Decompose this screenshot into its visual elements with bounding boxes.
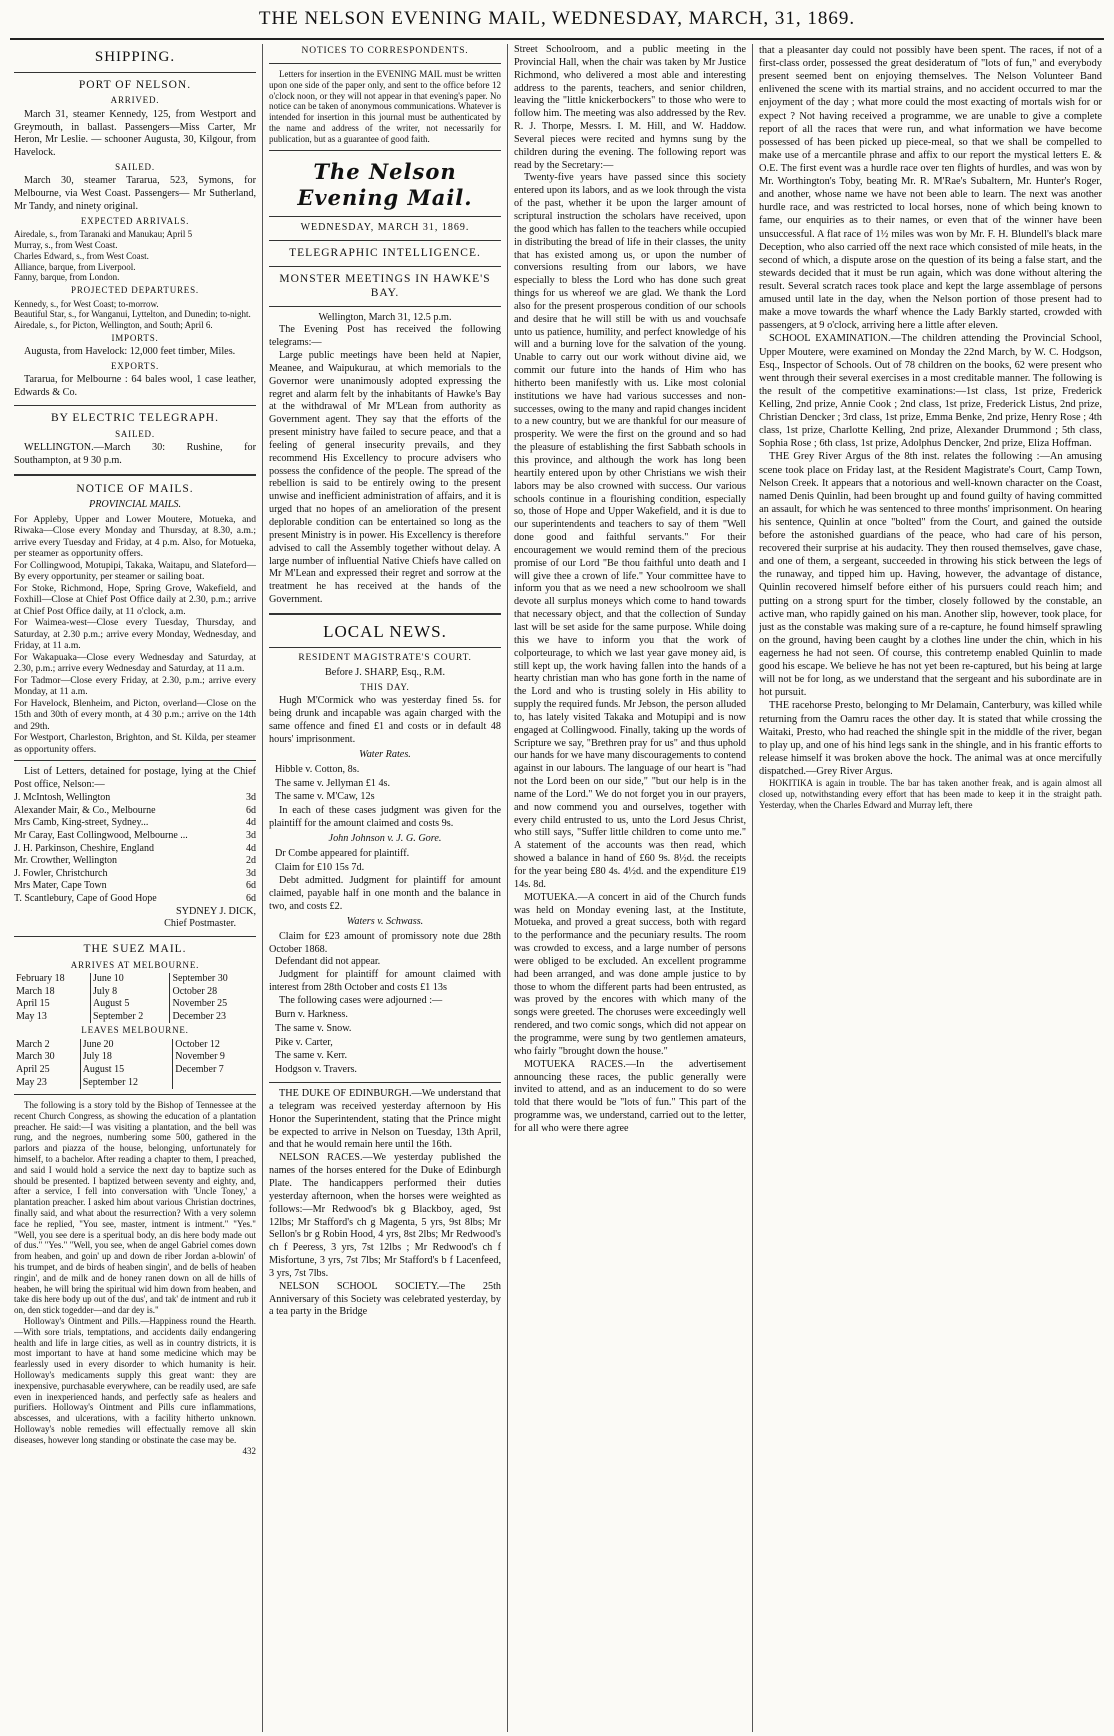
list-item: For Westport, Charleston, Brighton, and St. Kilda, per steamer as opportunity offers. bbox=[14, 732, 256, 755]
bishop-story: The following is a story told by the Bishop of Tennessee at the recent Church Congress, as showing the education of a plantation preacher. He said:—I was visiting a plantation, and the bell was rung, and the negroes, numbering some 500, gathered in the parlors and piazza of the house, belonging, unfortunately for himself, to a bachelor. After reading a chapter to them, I preached, and said I would hold a service the next day to baptize such as should be presented. I baptized between seventy and eighty, and, after a service, I fell into conversation with 'Uncle Toney,' a plantation preacher. I asked him about various Christian doctrines, finally said, and what about the resurrection? With a very solemn face he replied, "You see, master, intment is intment." "Yes." "Well, you see dere is a speritual body, an dis here body made out of dus." "Yes." "Well, you see, when de angel Gabriel comes down from heaben, and goin' up and down de riber Jordan a-blowin' of his trumpet, and de birds of heaben singin', and de bells of heaben ringin', and de milk and de honey ranen down on all de hills of heaben, he will bring the spiritual wid him down from heaben, and take dis here body up out of the dus', and tak' de intment and rub it on, den stick togedder—and dar dey is." bbox=[14, 1100, 256, 1316]
letter-name: Mr. Crowther, Wellington bbox=[14, 855, 118, 867]
johnson-title: John Johnson v. J. G. Gore. bbox=[328, 832, 442, 844]
column-rule bbox=[262, 44, 263, 1732]
masthead: THE NELSON EVENING MAIL, WEDNESDAY, MARCH, 31, 1869. bbox=[258, 8, 856, 29]
sailed-heading: SAILED. bbox=[115, 162, 155, 173]
list-item: For Waimea-west—Close every Tuesday, Thursday, and Saturday, at 2.30 p.m.; arrive every Monday, Wednesday, and Friday, at 11 a.m. bbox=[14, 617, 256, 652]
court-before: Before J. SHARP, Esq., R.M. bbox=[325, 667, 445, 679]
court-title: RESIDENT MAGISTRATE'S COURT. bbox=[298, 653, 472, 664]
meetings-body: Large public meetings have been held at Napier, Meanee, and Waipukurau, at which memorials to the Governor were unanimously adopted expressing the regret and alarm felt by the inhabitants of Hawke's Bay at the withdrawal of Mr M'Lean from authority as Government agent. They say that the efforts of the present ministry have failed to secure peace, and that a feeling of general insecurity prevails, and they recommend His Excellency to procure advisers who possess the confidence of the people. The spread of the rebellion is said to be entirely owing to the present unwise and inefficient administration of affairs, and it is urged that no hopes of an amelioration of the present deplorable condition can be entertained so long as the present Ministry is in power. His Excellency is therefore advised to call the Assembly together without delay. A large number of influential Native Chiefs have called on Mr M'Lean and expressed their regret and sorrow at the treatment he has received at the hands of the Government. bbox=[269, 350, 501, 606]
table-row bbox=[14, 830, 256, 843]
meetings-title: MONSTER MEETINGS IN HAWKE'S BAY. bbox=[279, 272, 491, 300]
list-item: For Wakapuaka—Close every Wednesday and Saturday, at 2.30, p.m.; arrive every Wednesday and Saturday, at 11 a.m. bbox=[14, 651, 256, 675]
list-item: The same v. M'Caw, 12s bbox=[275, 791, 375, 803]
letter-name: Mrs Mater, Cape Town bbox=[14, 880, 107, 892]
letter-name: Alexander Mair, & Co., Melbourne bbox=[14, 804, 156, 816]
school-society-article: NELSON SCHOOL SOCIETY.—The 25th Anniversary of this Society was celebrated yesterday, by a tea party in the Bridge bbox=[269, 1280, 501, 1318]
table-row bbox=[14, 843, 256, 856]
column-1 bbox=[14, 44, 256, 1732]
table-row bbox=[14, 998, 256, 1011]
letter-amount: 2d bbox=[246, 855, 256, 867]
list-item: The same v. Jellyman £1 4s. bbox=[275, 777, 391, 789]
table-cell: August 5 bbox=[90, 998, 170, 1011]
list-item: The same v. Snow. bbox=[275, 1022, 352, 1034]
list-item: Beautiful Star, s., for Wanganui, Lyttelton, and Dunedin; to-night. bbox=[14, 309, 251, 320]
table-row bbox=[14, 868, 256, 881]
list-item: For Stoke, Richmond, Hope, Spring Grove, Wakefield, and Foxhill—Close at Chief Post Office daily at 2.30, p.m.; arrive at Chief Post Office daily, at 11 o'clock, a.m. bbox=[14, 582, 256, 617]
list-item: Burn v. Harkness. bbox=[275, 1008, 348, 1020]
column-rule bbox=[507, 44, 508, 1732]
adjourned-list bbox=[269, 1009, 501, 1077]
suez-arrives-table bbox=[14, 973, 256, 1023]
postmaster-name: SYDNEY J. DICK, bbox=[176, 905, 256, 917]
letter-amount: 6d bbox=[246, 804, 256, 816]
masthead-rule bbox=[10, 38, 1104, 40]
divider bbox=[14, 405, 256, 406]
letter-amount: 4d bbox=[246, 817, 256, 829]
table-cell: December 7 bbox=[173, 1064, 256, 1077]
table-row bbox=[14, 817, 256, 830]
presto-article: THE racehorse Presto, belonging to Mr Delamain, Canterbury, was killed while returning from the Oamru races the other day. It is stated that while crossing the Waitaki, Presto, who had reached the shingle spit in the middle of the river, began to play up, and one of his hind legs sank in the shingle, and in his frantic efforts to release himself it was broken above the hock. The animal was at once mercifully dispatched.—Grey River Argus. bbox=[759, 700, 1102, 778]
list-item: Kennedy, s., for West Coast; to-morrow. bbox=[14, 298, 159, 309]
divider bbox=[14, 1094, 256, 1095]
list-item: For Havelock, Blenheim, and Picton, overland—Close on the 15th and 30th of every month, at 4 30 p.m.; arrive on the 14th and 29th. bbox=[14, 697, 256, 732]
table-row bbox=[14, 1011, 256, 1024]
sailed-text: March 30, steamer Tararua, 523, Symons, for Melbourne, via West Coast. Passengers— Mr Sutherland, Mr Tandy, and ninety original. bbox=[14, 175, 256, 213]
telegraph-sailed-heading: SAILED. bbox=[115, 428, 155, 439]
exports-heading: EXPORTS. bbox=[110, 361, 160, 372]
list-item: Dr Combe appeared for plaintiff. bbox=[275, 847, 410, 859]
postmaster-title: Chief Postmaster. bbox=[164, 918, 236, 930]
water-cases bbox=[269, 764, 501, 805]
table-cell: September 30 bbox=[170, 973, 256, 986]
table-cell: July 18 bbox=[80, 1051, 173, 1064]
divider bbox=[269, 63, 501, 64]
divider bbox=[269, 613, 501, 615]
divider bbox=[269, 266, 501, 267]
list-item: Pike v. Carter, bbox=[275, 1036, 333, 1048]
dateline: WEDNESDAY, MARCH 31, 1869. bbox=[300, 222, 470, 234]
divider bbox=[269, 647, 501, 648]
table-cell: December 23 bbox=[170, 1011, 256, 1024]
table-cell: November 25 bbox=[170, 998, 256, 1011]
table-cell: March 2 bbox=[16, 1038, 50, 1050]
divider bbox=[269, 240, 501, 241]
table-cell: July 8 bbox=[90, 986, 170, 999]
arrived-heading: ARRIVED. bbox=[110, 95, 160, 106]
table-row bbox=[14, 880, 256, 893]
table-row bbox=[14, 986, 256, 999]
table-row bbox=[14, 893, 256, 906]
column-4 bbox=[759, 44, 1102, 1732]
table-cell: September 2 bbox=[90, 1011, 170, 1024]
school-examination: SCHOOL EXAMINATION.—The children attending the Provincial School, Upper Moutere, were examined on Monday the 22nd March, by W. C. Hodgson, Esq., Inspector of Schools. Out of 78 children on the books, 62 were present who went through their several exercises in a most creditable manner. The following is the result of the competitive examinations:—1st class, 1st prize, Frederick Kelling, 2nd prize, Annie Cook ; 2nd class, 1st prize, Frederick Listus, 2nd prize, Christian Dencker ; 3rd class, 1st prize, Emma Benke, 2nd prize, Henry Rose ; 4th class, 1st prize, Charlotte Kelling, 2nd prize, Alexander Drummond ; 5th class, Sophia Rose ; 6th class, 1st prize, Adolphus Dencker, 2nd prize, Eliza Hoffman. bbox=[759, 333, 1102, 450]
table-cell: May 23 bbox=[16, 1076, 47, 1088]
table-cell: November 9 bbox=[173, 1051, 256, 1064]
list-item: Airedale, s., for Picton, Wellington, and South; April 6. bbox=[14, 320, 213, 331]
table-row bbox=[14, 855, 256, 868]
divider bbox=[14, 760, 256, 761]
table-cell: October 28 bbox=[170, 986, 256, 999]
suez-title: THE SUEZ MAIL. bbox=[83, 943, 187, 956]
table-row bbox=[14, 792, 256, 805]
holloway-advert: Holloway's Ointment and Pills.—Happiness round the Hearth.—With sore trials, temptations, and accidents daily endangering health and life in large cities, as well as in country districts, it is most important to have at hand some medicine which may be fearlessly used in every disorder to which humanity is heir. Holloway's medicaments supply this great want: they are inexpensive, purchasable everywhere, can be readily used, are safe even in inexperienced hands, and perfectly safe as healers and purifiers. Holloway's Ointment and Pills cure inflammations, abscesses, and ulcerations, with a facility hitherto unknown. Holloway's noble remedies will effectually remove all skin diseases, however long standing or obstinate the case may be. bbox=[14, 1316, 256, 1445]
suez-leaves-table bbox=[14, 1039, 256, 1089]
list-item: For Tadmor—Close every Friday, at 2.30, p.m.; arrive every Monday, at 11 a.m. bbox=[14, 674, 256, 698]
mails-subtitle: PROVINCIAL MAILS. bbox=[88, 499, 182, 511]
waters-title: Waters v. Schwass. bbox=[346, 915, 424, 927]
list-item: Hibble v. Cotton, 8s. bbox=[275, 763, 360, 775]
table-row bbox=[14, 1064, 256, 1077]
divider bbox=[269, 1082, 501, 1083]
divider bbox=[269, 306, 501, 307]
water-rates-title: Water Rates. bbox=[359, 748, 411, 760]
divider bbox=[14, 474, 256, 476]
letter-amount: 3d bbox=[246, 792, 256, 804]
suez-leaves-heading: LEAVES MELBOURNE. bbox=[81, 1025, 189, 1036]
court-body: Hugh M'Cormick who was yesterday fined 5s. for being drunk and incapable was again charged with the same offence and fined £1 and costs or in default 48 hours' imprisonment. bbox=[269, 695, 501, 745]
projected-list bbox=[14, 299, 256, 331]
exports-text: Tararua, for Melbourne : 64 bales wool, 1 case leather, Edwards & Co. bbox=[14, 374, 256, 399]
letter-name: J. McIntosh, Wellington bbox=[14, 792, 111, 804]
letters-table bbox=[14, 792, 256, 905]
projected-heading: PROJECTED DEPARTURES. bbox=[71, 285, 199, 296]
water-body: In each of these cases judgment was given for the plaintiff for the amount claimed and costs 9s. bbox=[269, 805, 501, 830]
letter-amount: 6d bbox=[246, 880, 256, 892]
list-item: Murray, s., from West Coast. bbox=[14, 240, 118, 251]
divider bbox=[269, 150, 501, 151]
list-item: Airedale, s., from Taranaki and Manukau; April 5 bbox=[14, 229, 193, 240]
table-cell: September 12 bbox=[80, 1077, 173, 1090]
letter-name: T. Scantlebury, Cape of Good Hope bbox=[14, 892, 157, 904]
column-3 bbox=[514, 44, 746, 1732]
advert-number: 432 bbox=[242, 1445, 256, 1456]
column-2 bbox=[269, 44, 501, 1732]
letter-name: Mrs Camb, King-street, Sydney... bbox=[14, 817, 149, 829]
table-cell bbox=[173, 1077, 256, 1090]
list-item: For Collingwood, Motupipi, Takaka, Waitapu, and Slateford—By every opportunity, per steamer or sailing boat. bbox=[14, 559, 256, 583]
list-item: Fanny, barque, from London. bbox=[14, 272, 120, 283]
arrived-text: March 31, steamer Kennedy, 125, from Westport and Greymouth, in ballast. Passengers—Miss Carter, Mr Heron, Mr Leslie. — schooner Augusta, 30, Kilgour, from Havelock. bbox=[14, 108, 256, 159]
motueka-concert: MOTUEKA.—A concert in aid of the Church funds was held on Monday evening last, at the Institute, Motueka, and proved a great success, both with regard to the performance and the pecuniary results. The room was crowded to excess, and a large number of persons were obliged to be excluded. An excellent programme had been arranged, and was done ample justice to by those to whom the different parts had been entrusted, as was proved by the encores with which many of the songs were greeted. The choruses were exceedingly well rendered, and two comic songs, which did not appear on the programme, were sung by two gentlemen amateurs, who fairly "brought down the house." bbox=[514, 891, 746, 1057]
school-society-continued: Street Schoolroom, and a public meeting in the Provincial Hall, when the chair was taken by Mr Justice Richmond, who delivered a most able and interesting address to the parents, teachers, and senior children, leaving the "little knickerbockers" to those who were to follow him. The meeting was also addressed by the Rev. R. J. Thorpe, Messrs. I. M. Hill, and W. Haddow. Several pieces were recited and hymns sung by the children during the evening. The following report was read by the Secretary:— bbox=[514, 44, 746, 171]
table-cell: April 15 bbox=[16, 998, 50, 1010]
telegraph-title: BY ELECTRIC TELEGRAPH. bbox=[51, 412, 219, 425]
table-cell: March 18 bbox=[16, 985, 55, 997]
meetings-intro: The Evening Post has received the following telegrams:— bbox=[269, 324, 501, 349]
table-row bbox=[14, 1051, 256, 1064]
table-cell: April 25 bbox=[16, 1063, 50, 1075]
column-rule bbox=[752, 44, 753, 1732]
table-row bbox=[14, 1077, 256, 1090]
divider bbox=[14, 72, 256, 73]
list-item: Alliance, barque, from Liverpool. bbox=[14, 261, 136, 272]
notices-title: NOTICES TO CORRESPONDENTS. bbox=[301, 46, 469, 56]
local-news-title: LOCAL NEWS. bbox=[323, 621, 447, 641]
letter-amount: 6d bbox=[246, 892, 256, 904]
imports-heading: IMPORTS. bbox=[111, 332, 159, 343]
duke-article: THE DUKE OF EDINBURGH.—We understand that a telegram was received yesterday afternoon by His Honor the Superintendent, stating that the Prince might be expected to arrive in Nelson on Tuesday, 13th April, and that he would remain here until the 16th. bbox=[269, 1088, 501, 1151]
letter-amount: 3d bbox=[246, 867, 256, 879]
waters-claim: Claim for £23 amount of promissory note due 28th October 1868. bbox=[269, 930, 501, 955]
shipping-title: SHIPPING. bbox=[94, 49, 176, 65]
table-row bbox=[14, 1039, 256, 1052]
table-cell: June 10 bbox=[90, 973, 170, 986]
society-report: Twenty-five years have passed since this society entered upon its labors, and as we look through the vista of the past, whether it be upon the larger amount of scriptural instruction the scholars have received, upon the good which has fallen to the teachers while occupied in distributing the bread of life in their classes, the unity that has existed among us, or upon the number of conversions resulting from our labors, we have especially to bless the Lord who has done such great things for us whereof we are glad. We thank the Lord also for the present prosperous condition of our schools and desire that he will still be with us and vouchsafe unto us patience, humility, and perfect knowledge of his will and a burning love for the salvation of the young. Unable to carry out our work without divine aid, we commit our future into the hands of Him who has hitherto been manifestly with us. Like most colonial institutions we have had various successes and non-successes, owing to the many and rapid changes incident to a new country, but we are thankful for our measure of prosperity. We were the first on the ground and so had the pleasure of establishing the first Sabbath schools in this province, and although the work has long been heartily entered upon by other Christians we wish their labors may be also crowned with success. Our various schools continue in a flourishing condition, especially so, those of Hope and Upper Wakefield, and it is due to our superintendents and teachers to say of them "Well done good and faithful servants." For their encouragement we would remind them of the precious promise of our Lord "Be thou faithful unto death and I will give thee a crown of life." Your committee have to inform you that as we need a new schoolroom we shall devote all surplus moneys which come to hand towards that necessary object, and that the collection of Sunday last will be set aside for the same purpose. While doing this we have to inform you that the work of colporteurage, to which we last year gave money aid, is still kept up, the work having fallen into the hands of a hearty christian man who has gone forth in the name of the Lord and who is trusting solely in His ability to supply the required funds. Mr Jebson, the person alluded to, has lately visited Takaka and Motupipi and is now engaged at Collingwood. Finally, taking up the words of Scripture we say, "Brethren pray for us" and thus uphold our hands for we have many discouragements to contend against in our labours. The language of our heart is "had not the Lord been on our side," "but our help is in the name of the Lord." We do not forget you in our prayers, and now commend you and ourselves, together with every child entrusted to us, unto the Lord Jesus Christ, who still says, "Suffer little children to come unto me." A statement of the accounts was then read, which showed a balance in hand of £60 9s. 8½d. the receipts for the year being £80 4s. 4½d. and the expenditure £19 14s. 8d. bbox=[514, 172, 746, 890]
table-cell: May 13 bbox=[16, 1010, 47, 1022]
table-cell: October 12 bbox=[173, 1039, 256, 1052]
notices-text: Letters for insertion in the EVENING MAIL must be written upon one side of the paper only, and sent to the office before 12 o'clock noon, or they will not appear in that evening's paper. No notice can be taken of anonymous communications. Whatever is intended for insertion in this journal must be authenticated by the name and address of the writer, not necessarily for publication, but as a guarantee of good faith. bbox=[269, 68, 501, 144]
mails-list bbox=[14, 514, 256, 756]
list-item: Hodgson v. Travers. bbox=[275, 1064, 357, 1076]
table-cell: March 30 bbox=[16, 1051, 55, 1063]
divider bbox=[269, 216, 501, 217]
expected-list bbox=[14, 229, 256, 283]
table-cell: February 18 bbox=[16, 973, 65, 985]
letters-intro: List of Letters, detained for postage, lying at the Chief Post office, Nelson:— bbox=[14, 766, 256, 791]
adjourned-intro: The following cases were adjourned :— bbox=[279, 995, 443, 1007]
expected-heading: EXPECTED ARRIVALS. bbox=[80, 215, 190, 226]
paper-title: The Nelson Evening Mail. bbox=[297, 158, 473, 210]
letter-amount: 3d bbox=[246, 829, 256, 841]
johnson-lines bbox=[269, 848, 501, 875]
waters-judgment: Judgment for plaintiff for amount claimed with interest from 28th October and costs £1 13s bbox=[269, 969, 501, 994]
meetings-date: Wellington, March 31, 12.5 p.m. bbox=[318, 311, 452, 323]
letter-name: J. H. Parkinson, Cheshire, England bbox=[14, 842, 154, 854]
list-item: The same v. Kerr. bbox=[275, 1050, 348, 1062]
table-row bbox=[14, 805, 256, 818]
list-item: Claim for £10 15s 7d. bbox=[275, 861, 365, 873]
telegraphic-title: TELEGRAPHIC INTELLIGENCE. bbox=[289, 247, 481, 260]
list-item: Charles Edward, s., from West Coast. bbox=[14, 250, 149, 261]
letter-name: Mr Caray, East Collingwood, Melbourne ... bbox=[14, 829, 188, 841]
court-day: THIS DAY. bbox=[360, 682, 410, 693]
races-continued: that a pleasanter day could not possibly have been spent. The races, if not of a first-class order, possessed the great desideratum of "lots of fun," and everybody present seemed bent on enjoying themselves. The Nelson Volunteer Band enlivened the scene with its martial strains, and no accident occurred to mar the enjoyment of the day ; what more could the most exacting of mortals wish for or expect ? Not having received a programme, we are unable to give a complete report of all the races that were run, and what information we have become possessed of has been picked up piece-meal, so that we shall be compelled to make use of a mercantile phrase and affix to our report the mystical letters E. & O.E. The first event was a hurdle race over ten flights of hurdles, and was won by Mr. Worthington's Toby, beating Mr. R. M'Rae's Subaltern, Mr. Hunter's Roger, and another, whose name we have not been able to learn. The next was another hurdle race, and was restricted to local horses, none of which being known to fame, our enquiries as to their names, or even that of the winner have been unsuccessful. A flat race of 1½ miles was won by Mr. F. H. Blundell's black mare Deception, who also carried off the next race which consisted of mile heats, in the second of which, a dispute arose on the question of its being a false start, and the stewards decided that it must be run again, which was done without altering the result. Several scratch races took place and kept the large assemblage of persons amused until late in the day, when the Nelson portion of those present had to make a move towards the wharf whence the Lady Barkly started, crowded with passengers, at 9 o'clock, arriving here a little after eleven. bbox=[759, 45, 1102, 332]
motueka-races: MOTUEKA RACES.—In the advertisement announcing these races, the public generally were invited to attend, and as an inducement to do so were told that there would be "lots of fun." This part of the programme was, we understand, carried out to the letter, for all who were there agree bbox=[514, 1058, 746, 1134]
waters-line: Defendant did not appear. bbox=[275, 956, 381, 968]
table-cell: June 20 bbox=[80, 1039, 173, 1052]
divider bbox=[14, 936, 256, 937]
letter-amount: 4d bbox=[246, 842, 256, 854]
port-title: PORT OF NELSON. bbox=[78, 78, 192, 91]
grey-river-article: THE Grey River Argus of the 8th inst. relates the following :—An amusing scene took place on Friday last, at the Resident Magistrate's Court, Camp Town, Nelson Creek. It appears that a notorious and well-known character on the Coast, named Denis Quinlin, had been brought up and found guilty of having committed an assault, for which he was sentenced to three months' imprisonment. On hearing his sentence, Quinlin at once "bolted" from the Court, and gained the outside before the astonished guardians of the peace, who had care of his person, recovered their surprise at his audacity. They then roused themselves, gave chase, and one of them, a sergeant, succeeded in throwing his stick between the legs of the runaway, and tipped him up. Having, however, the advantage of distance, Quinlin recovered himself before either of his pursuers could reach him; and putting on a strong spurt for the timber, closely followed by the constable, an active man, who rapidly gained on his man. Another slip, however, took place, for just as the constable was making sure of a re-capture, he found himself sprawling on the ground, having been caught by a clothes line under the chin, which in his eagerness he had not seen. Of course, this contretemp enabled Quinlin to made good his escape. We believe he has not yet been re-captured, but his being at large will not be for long, as we understand that the sergeant and his subordinate are in hot pursuit. bbox=[759, 451, 1102, 699]
races-article: NELSON RACES.—We yesterday published the names of the horses entered for the Duke of Edinburgh Plate. The handicappers performed their duties yesterday afternoon, when the horses were weighted as follows:—Mr Redwood's bk g Blackboy, aged, 9st 12lbs; Mr Stafford's ch g Magenta, 5 yrs, 9st 8lbs; Mr Sellon's br g Robin Hood, 4 yrs, 8st 2lbs; Mr Redwood's ch f Peeress, 3 yrs, 7st 12lbs ; Mr Redwood's ch f Misfortune, 3 yrs, 7st 7lbs; Mr Stafford's b f Lacenfeed, 3 yrs, 7st 7lbs. bbox=[269, 1152, 501, 1279]
table-row bbox=[14, 973, 256, 986]
telegraph-sailed-text: WELLINGTON.—March 30: Rushine, for Southampton, at 9 30 p.m. bbox=[14, 441, 256, 466]
list-item: For Appleby, Upper and Lower Moutere, Motueka, and Riwaka—Close every Monday and Thursday, at 8.30, a.m.; arrive every Tuesday and Friday, at 4 p.m. Also, for Motueka, per steamer as opportunity offers. bbox=[14, 513, 256, 560]
mails-title: NOTICE OF MAILS. bbox=[76, 482, 194, 495]
imports-text: Augusta, from Havelock: 12,000 feet timber, Miles. bbox=[24, 346, 236, 358]
letter-name: J. Fowler, Christchurch bbox=[14, 867, 108, 879]
hokitika-article: HOKITIKA is again in trouble. The bar has taken another freak, and is again almost all closed up, notwithstanding every effort that has been made to keep it in the straight path. Yesterday, when the Charles Edward and Murray left, there bbox=[759, 778, 1102, 810]
suez-arrives-heading: ARRIVES AT MELBOURNE. bbox=[70, 959, 200, 970]
table-cell: August 15 bbox=[80, 1064, 173, 1077]
johnson-body: Debt admitted. Judgment for plaintiff for amount claimed, payable half in one month and the balance in two, and costs £2. bbox=[269, 875, 501, 913]
